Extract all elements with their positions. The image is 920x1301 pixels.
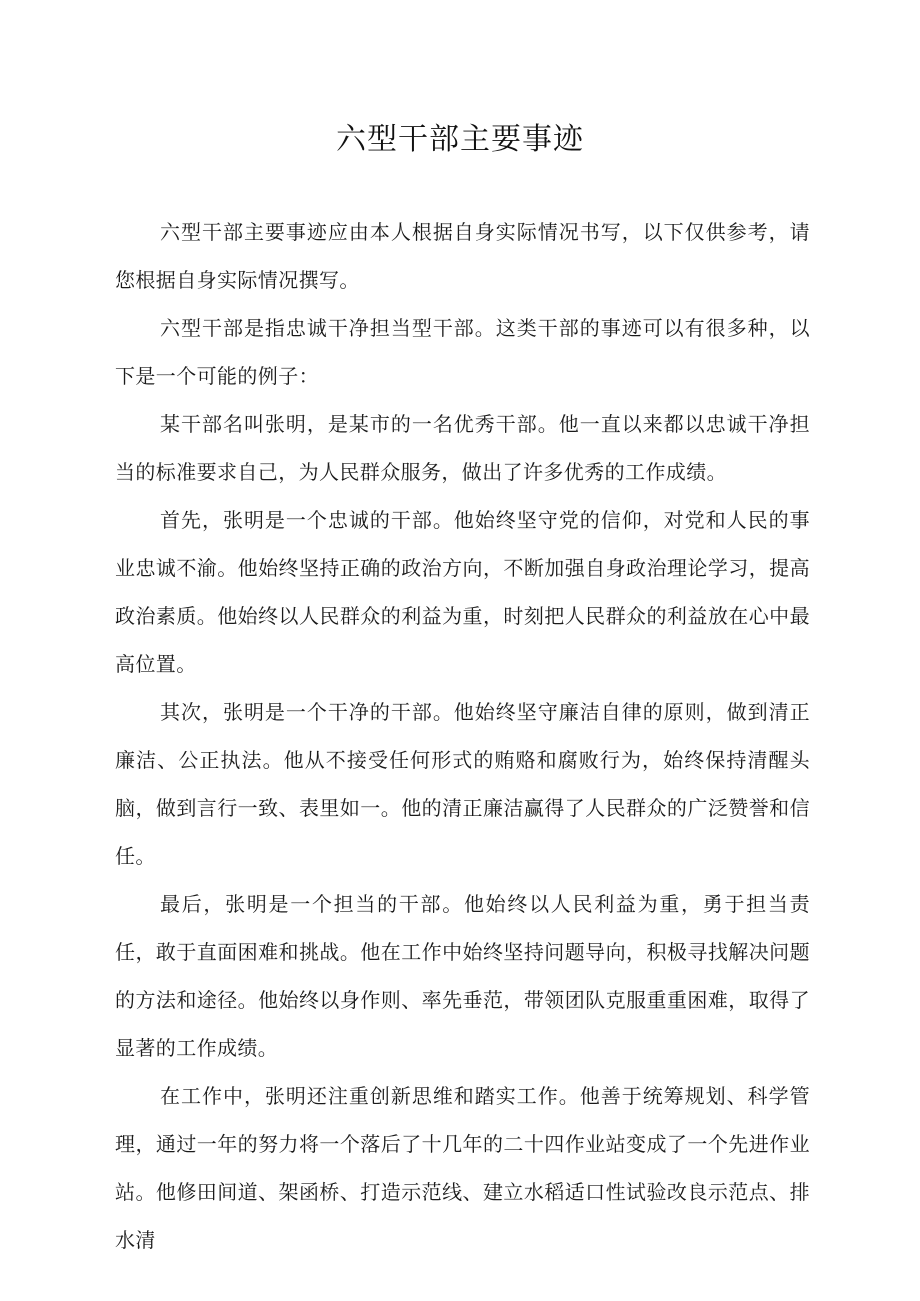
page-title: 六型干部主要事迹 xyxy=(336,122,584,157)
paragraph: 其次，张明是一个干净的干部。他始终坚守廉洁自律的原则，做到清正廉洁、公正执法。他从不接受任何形式的贿赂和腐败行为，始终保持清醒头脑，做到言行一致、表里如一。他的清正廉洁赢得了人民群众的广泛赞誉和信任。 xyxy=(115,700,810,868)
paragraph: 某干部名叫张明，是某市的一名优秀干部。他一直以来都以忠诚干净担当的标准要求自己，为人民群众服务，做出了许多优秀的工作成绩。 xyxy=(115,412,810,484)
paragraph: 在工作中，张明还注重创新思维和踏实工作。他善于统筹规划、科学管理，通过一年的努力将一个落后了十几年的二十四作业站变成了一个先进作业站。他修田间道、架函桥、打造示范线、建立水稻适口性试验改良示范点、排水清 xyxy=(115,1084,810,1252)
paragraph: 六型干部是指忠诚干净担当型干部。这类干部的事迹可以有很多种，以下是一个可能的例子： xyxy=(115,316,810,388)
document-body xyxy=(115,208,810,1264)
paragraph: 首先，张明是一个忠诚的干部。他始终坚守党的信仰，对党和人民的事业忠诚不渝。他始终坚持正确的政治方向，不断加强自身政治理论学习，提高政治素质。他始终以人民群众的利益为重，时刻把人民群众的利益放在心中最高位置。 xyxy=(115,508,810,676)
paragraph: 六型干部主要事迹应由本人根据自身实际情况书写，以下仅供参考，请您根据自身实际情况撰写。 xyxy=(115,220,810,292)
paragraph: 最后，张明是一个担当的干部。他始终以人民利益为重，勇于担当责任，敢于直面困难和挑战。他在工作中始终坚持问题导向，积极寻找解决问题的方法和途径。他始终以身作则、率先垂范，带领团队克服重重困难，取得了显著的工作成绩。 xyxy=(115,892,810,1060)
